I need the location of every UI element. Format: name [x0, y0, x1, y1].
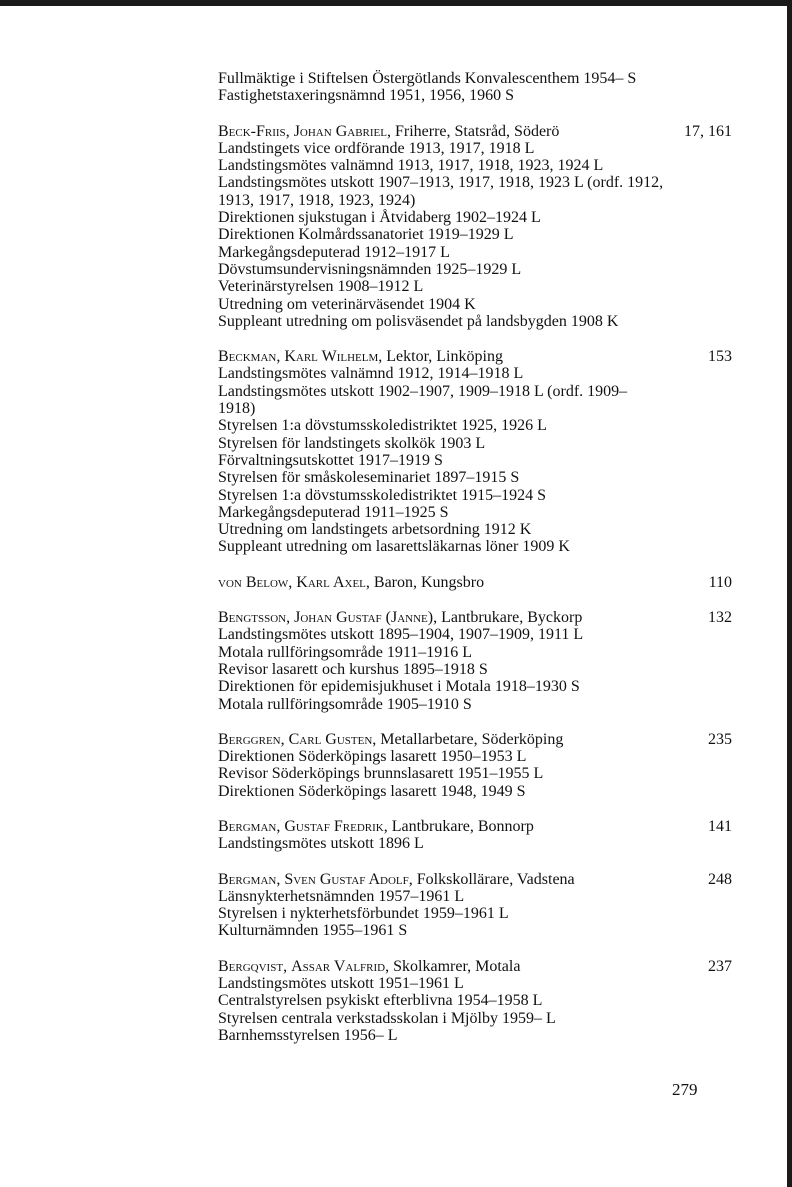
- assignment-line: Förvaltningsutskottet 1917–1919 S: [218, 451, 443, 469]
- surname: Beck-Friis: [218, 122, 286, 140]
- assignment-line: Suppleant utredning om polisväsendet på landsbygden 1908 K: [218, 312, 619, 330]
- assignment-line: Landstingsmötes utskott 1902–1907, 1909–1918 L (ordf. 1909–: [218, 382, 628, 400]
- assignment-line: Landstingsmötes utskott 1895–1904, 1907–1909, 1911 L: [218, 626, 584, 644]
- person-name: Bergqvist, Assar Valfrid, Skolkamrer, Motala: [218, 957, 521, 975]
- assignment-line: Landstingets vice ordförande 1913, 1917, 1918 L: [218, 139, 535, 157]
- assignment-line: Revisor Söderköpings brunnslasarett 1951–1955 L: [218, 765, 544, 783]
- assignment-line: Direktionen sjukstugan i Åtvidaberg 1902–1924 L: [218, 209, 541, 227]
- assignment-line: Landstingsmötes valnämnd 1912, 1914–1918 L: [218, 365, 524, 383]
- entry-heading: [218, 958, 738, 975]
- assignment-line: Kulturnämnden 1955–1961 S: [218, 922, 408, 940]
- person-name: Beck-Friis, Johan Gabriel, Friherre, Statsråd, Söderö: [218, 122, 560, 140]
- assignment-line: Direktionen Söderköpings lasarett 1948, 1949 S: [218, 782, 526, 800]
- assignment-line: Landstingsmötes utskott 1896 L: [218, 835, 424, 853]
- scan-edge-top: [0, 0, 792, 6]
- person-entry: [218, 958, 738, 1044]
- title-and-place: , Lektor, Linköping: [378, 348, 503, 366]
- name-prefix: von: [218, 573, 246, 591]
- assignment-line: Styrelsen för småskoleseminariet 1897–1915 S: [218, 469, 520, 487]
- entry-heading: [218, 731, 738, 748]
- person-name: Berggren, Carl Gusten, Metallarbetare, Söderköping: [218, 730, 564, 748]
- title-and-place: , Lantbrukare, Byckorp: [433, 609, 583, 627]
- page-reference: 235: [708, 730, 732, 748]
- assignment-line: Länsnykterhetsnämnden 1957–1961 L: [218, 887, 465, 905]
- assignment-line: Utredning om landstingets arbetsordning 1912 K: [218, 521, 532, 539]
- title-and-place: , Baron, Kungsbro: [365, 573, 485, 591]
- page-reference: 17, 161: [684, 122, 732, 140]
- person-name: Bengtsson, Johan Gustaf (Janne), Lantbrukare, Byckorp: [218, 609, 583, 627]
- assignment-line: Motala rullföringsområde 1911–1916 L: [218, 643, 473, 661]
- intro-line: Fastighetstaxeringsnämnd 1951, 1956, 1960 S: [218, 87, 514, 105]
- assignment-line: Revisor lasarett och kurshus 1895–1918 S: [218, 660, 488, 678]
- assignment-line: Veterinärstyrelsen 1908–1912 L: [218, 278, 424, 296]
- person-entry: [218, 818, 738, 853]
- title-and-place: , Metallarbetare, Söderköping: [372, 730, 564, 748]
- entry-heading: [218, 871, 738, 888]
- surname: Below: [245, 573, 289, 591]
- assignment-line: Suppleant utredning om lasarettsläkarnas löner 1909 K: [218, 538, 570, 556]
- surname: Bergqvist: [218, 957, 284, 975]
- assignment-line: Centralstyrelsen psykiskt efterblivna 1954–1958 L: [218, 992, 543, 1010]
- page-reference: 153: [708, 348, 732, 366]
- intro-line: Fullmäktige i Stiftelsen Östergötlands Konvalescenthem 1954– S: [218, 70, 637, 87]
- person-name: von Below, Karl Axel, Baron, Kungsbro: [218, 573, 485, 591]
- title-and-place: , Skolkamrer, Motala: [385, 957, 521, 975]
- assignment-line: Styrelsen för landstingets skolkök 1903 L: [218, 434, 486, 452]
- given-names: Assar Valfrid: [291, 957, 386, 975]
- assignment-line: 1918): [218, 400, 256, 418]
- given-names: Johan Gustaf (Janne): [294, 609, 434, 627]
- assignment-line: Dövstumsundervisningsnämnden 1925–1929 L: [218, 260, 522, 278]
- surname: Bengtsson: [218, 609, 287, 627]
- entry-heading: [218, 609, 738, 626]
- person-entry: [218, 731, 738, 800]
- entry-list: [218, 123, 738, 1045]
- entry-heading: [218, 348, 738, 365]
- assignment-line: Landstingsmötes utskott 1907–1913, 1917, 1918, 1923 L (ordf. 1912,: [218, 174, 664, 192]
- given-names: Karl Axel: [296, 573, 366, 591]
- entry-heading: [218, 574, 738, 591]
- entry-heading: [218, 818, 738, 835]
- surname: Bergman: [218, 817, 277, 835]
- assignment-line: Markegångsdeputerad 1912–1917 L: [218, 243, 450, 261]
- assignment-line: Direktionen Kolmårdssanatoriet 1919–1929 L: [218, 226, 514, 244]
- person-name: Beckman, Karl Wilhelm, Lektor, Linköping: [218, 348, 503, 366]
- assignment-line: Direktionen för epidemisjukhuset i Motala 1918–1930 S: [218, 678, 580, 696]
- page-reference: 248: [708, 870, 732, 888]
- scan-edge-right: [787, 0, 792, 1187]
- title-and-place: , Folkskollärare, Vadstena: [408, 870, 575, 888]
- person-name: Bergman, Gustaf Fredrik, Lantbrukare, Bonnorp: [218, 817, 534, 835]
- given-names: Johan Gabriel: [293, 122, 387, 140]
- person-entry: [218, 871, 738, 940]
- given-names: Gustaf Fredrik: [284, 817, 384, 835]
- page-reference: 237: [708, 957, 732, 975]
- surname: Bergman: [218, 870, 277, 888]
- person-name: Bergman, Sven Gustaf Adolf, Folkskollärare, Vadstena: [218, 870, 575, 888]
- assignment-line: Landstingsmötes utskott 1951–1961 L: [218, 975, 464, 993]
- intro-block: [218, 70, 738, 105]
- surname: Berggren: [218, 730, 281, 748]
- assignment-line: Landstingsmötes valnämnd 1913, 1917, 1918, 1923, 1924 L: [218, 157, 604, 175]
- title-and-place: , Lantbrukare, Bonnorp: [383, 817, 534, 835]
- assignment-line: Utredning om veterinärväsendet 1904 K: [218, 295, 476, 313]
- given-names: Sven Gustaf Adolf: [284, 870, 409, 888]
- assignment-line: Styrelsen i nykterhetsförbundet 1959–1961 L: [218, 905, 509, 923]
- document-page: [218, 70, 738, 1062]
- assignment-line: 1913, 1917, 1918, 1923, 1924): [218, 191, 416, 209]
- person-entry: [218, 123, 738, 331]
- page-reference: 141: [708, 817, 732, 835]
- person-entry: [218, 348, 738, 556]
- assignment-line: Markegångsdeputerad 1911–1925 S: [218, 503, 449, 521]
- assignment-line: Motala rullföringsområde 1905–1910 S: [218, 695, 472, 713]
- title-and-place: , Friherre, Statsråd, Söderö: [386, 122, 560, 140]
- assignment-line: Styrelsen centrala verkstadsskolan i Mjölby 1959– L: [218, 1009, 556, 1027]
- given-names: Karl Wilhelm: [284, 348, 379, 366]
- surname: Beckman: [218, 348, 277, 366]
- person-entry: [218, 609, 738, 713]
- given-names: Carl Gusten: [288, 730, 373, 748]
- entry-heading: [218, 123, 738, 140]
- assignment-line: Styrelsen 1:a dövstumsskoledistriktet 1915–1924 S: [218, 486, 546, 504]
- assignment-line: Direktionen Söderköpings lasarett 1950–1953 L: [218, 748, 527, 766]
- assignment-line: Barnhemsstyrelsen 1956– L: [218, 1026, 398, 1044]
- page-reference: 110: [708, 573, 732, 591]
- person-entry: [218, 574, 738, 591]
- assignment-line: Styrelsen 1:a dövstumsskoledistriktet 1925, 1926 L: [218, 417, 547, 435]
- page-number: 279: [672, 1080, 698, 1099]
- page-reference: 132: [708, 609, 732, 627]
